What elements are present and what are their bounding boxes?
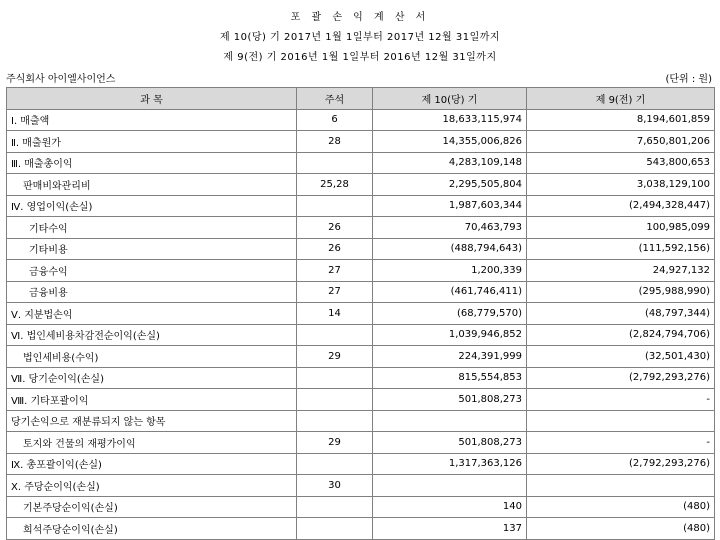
row-account-name: Ⅹ. 주당순이익(손실) (7, 475, 297, 497)
table-row (7, 346, 715, 368)
row-current-amount: (68,779,570) (373, 303, 527, 325)
table-row (7, 217, 715, 239)
table-row (7, 324, 715, 346)
table-row (7, 389, 715, 411)
row-note: 26 (297, 238, 373, 260)
row-prior-amount: 8,194,601,859 (527, 109, 715, 131)
row-current-amount: 1,987,603,344 (373, 195, 527, 217)
row-account-name: Ⅴ. 지분법손익 (7, 303, 297, 325)
row-note (297, 324, 373, 346)
table-row (7, 109, 715, 131)
row-current-amount: 14,355,006,826 (373, 131, 527, 153)
row-prior-amount: 7,650,801,206 (527, 131, 715, 153)
row-account-name: 기타수익 (7, 217, 297, 239)
row-prior-amount: (480) (527, 518, 715, 540)
row-note (297, 410, 373, 432)
row-current-amount: 501,808,273 (373, 432, 527, 454)
row-current-amount: 815,554,853 (373, 367, 527, 389)
column-header-current: 제 10(당) 기 (373, 88, 527, 110)
row-current-amount: 4,283,109,148 (373, 152, 527, 174)
table-row (7, 238, 715, 260)
row-current-amount: 1,200,339 (373, 260, 527, 282)
table-row (7, 152, 715, 174)
row-account-name: Ⅷ. 기타포괄이익 (7, 389, 297, 411)
row-account-name: 토지와 건물의 재평가이익 (7, 432, 297, 454)
column-header-account: 과 목 (7, 88, 297, 110)
row-account-name: 판매비와관리비 (7, 174, 297, 196)
row-current-amount (373, 475, 527, 497)
row-note: 28 (297, 131, 373, 153)
row-note (297, 518, 373, 540)
row-note: 29 (297, 432, 373, 454)
row-note: 30 (297, 475, 373, 497)
period-current: 제 10(당) 기 2017년 1월 1일부터 2017년 12월 31일까지 (219, 32, 501, 43)
row-account-name: 희석주당순이익(손실) (7, 518, 297, 540)
row-current-amount: 18,633,115,974 (373, 109, 527, 131)
row-current-amount: 1,317,363,126 (373, 453, 527, 475)
row-note: 27 (297, 260, 373, 282)
row-prior-amount: (295,988,990) (527, 281, 715, 303)
row-prior-amount: (2,824,794,706) (527, 324, 715, 346)
row-prior-amount (527, 410, 715, 432)
table-row (7, 281, 715, 303)
table-row (7, 432, 715, 454)
table-row (7, 303, 715, 325)
row-note (297, 195, 373, 217)
row-note (297, 389, 373, 411)
row-prior-amount: 543,800,653 (527, 152, 715, 174)
row-prior-amount: (480) (527, 496, 715, 518)
row-note (297, 496, 373, 518)
table-row (7, 518, 715, 540)
table-row (7, 174, 715, 196)
row-account-name: 기본주당순이익(손실) (7, 496, 297, 518)
company-name: 주식회사 아이엘사이언스 (6, 74, 116, 85)
row-current-amount: 224,391,999 (373, 346, 527, 368)
column-header-note: 주석 (297, 88, 373, 110)
row-note (297, 453, 373, 475)
row-account-name: 금융비용 (7, 281, 297, 303)
row-account-name: Ⅱ. 매출원가 (7, 131, 297, 153)
unit-label: (단위 : 원) (665, 74, 712, 85)
statement-title: 포 괄 손 익 계 산 서 (290, 12, 430, 23)
row-account-name: Ⅲ. 매출총이익 (7, 152, 297, 174)
table-row (7, 475, 715, 497)
row-account-name: 금융수익 (7, 260, 297, 282)
row-current-amount: 137 (373, 518, 527, 540)
row-prior-amount: (48,797,344) (527, 303, 715, 325)
row-current-amount: 2,295,505,804 (373, 174, 527, 196)
row-account-name: Ⅵ. 법인세비용차감전순이익(손실) (7, 324, 297, 346)
row-prior-amount: - (527, 389, 715, 411)
row-current-amount: 70,463,793 (373, 217, 527, 239)
row-prior-amount: (32,501,430) (527, 346, 715, 368)
table-row (7, 410, 715, 432)
row-account-name: Ⅶ. 당기순이익(손실) (7, 367, 297, 389)
row-prior-amount: (2,494,328,447) (527, 195, 715, 217)
row-current-amount: 140 (373, 496, 527, 518)
row-prior-amount: - (527, 432, 715, 454)
table-header-row (7, 88, 715, 110)
table-row (7, 131, 715, 153)
row-account-name: 법인세비용(수익) (7, 346, 297, 368)
row-prior-amount: 24,927,132 (527, 260, 715, 282)
row-current-amount: (488,794,643) (373, 238, 527, 260)
row-note: 6 (297, 109, 373, 131)
row-current-amount: 1,039,946,852 (373, 324, 527, 346)
income-statement-table (6, 87, 715, 540)
row-account-name: Ⅸ. 총포괄이익(손실) (7, 453, 297, 475)
row-note: 27 (297, 281, 373, 303)
row-current-amount: (461,746,411) (373, 281, 527, 303)
row-prior-amount: (2,792,293,276) (527, 453, 715, 475)
period-prior: 제 9(전) 기 2016년 1월 1일부터 2016년 12월 31일까지 (223, 52, 497, 63)
row-account-name: 기타비용 (7, 238, 297, 260)
row-account-name: Ⅳ. 영업이익(손실) (7, 195, 297, 217)
row-prior-amount: (2,792,293,276) (527, 367, 715, 389)
row-note: 29 (297, 346, 373, 368)
row-note: 25,28 (297, 174, 373, 196)
row-prior-amount (527, 475, 715, 497)
row-note: 14 (297, 303, 373, 325)
table-row (7, 260, 715, 282)
column-header-prior: 제 9(전) 기 (527, 88, 715, 110)
row-current-amount: 501,808,273 (373, 389, 527, 411)
row-account-name: 당기손익으로 재분류되지 않는 항목 (7, 410, 297, 432)
table-row (7, 496, 715, 518)
row-prior-amount: (111,592,156) (527, 238, 715, 260)
row-note: 26 (297, 217, 373, 239)
table-row (7, 195, 715, 217)
table-row (7, 367, 715, 389)
row-prior-amount: 100,985,099 (527, 217, 715, 239)
row-note (297, 367, 373, 389)
row-current-amount (373, 410, 527, 432)
table-row (7, 453, 715, 475)
row-account-name: Ⅰ. 매출액 (7, 109, 297, 131)
row-note (297, 152, 373, 174)
row-prior-amount: 3,038,129,100 (527, 174, 715, 196)
